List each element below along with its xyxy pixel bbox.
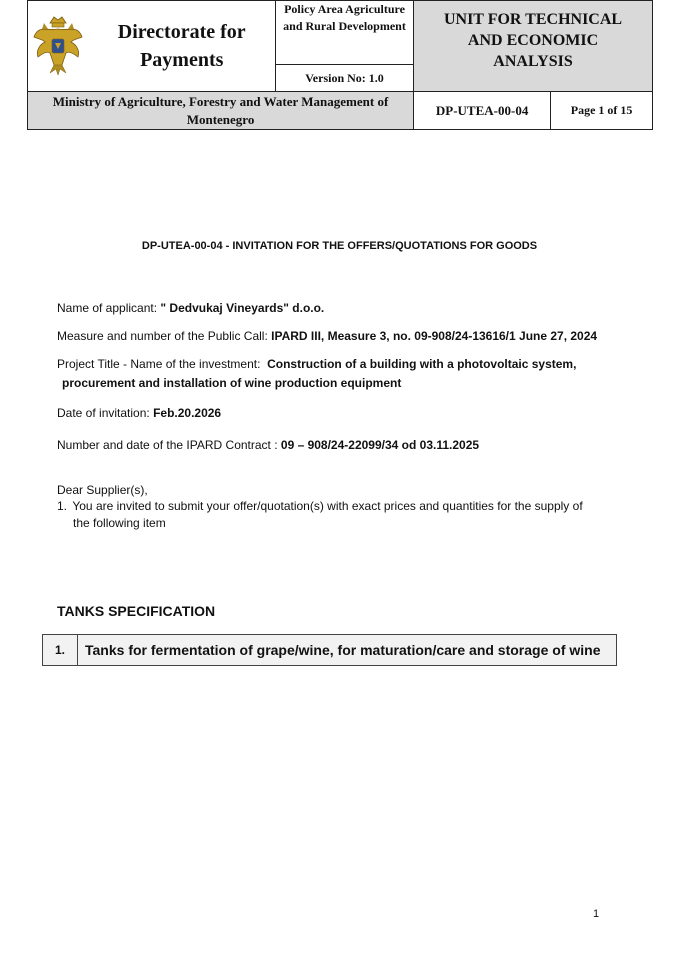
doc-code-text: DP-UTEA-00-04	[435, 102, 529, 118]
specification-row	[42, 634, 617, 666]
unit-cell	[414, 1, 653, 92]
version-text: Version No: 1.0	[305, 70, 384, 85]
version-cell	[275, 65, 413, 92]
project-value-1: Construction of a building with a photovoltaic system,	[267, 357, 577, 371]
date-value: Feb.20.2026	[153, 406, 222, 420]
applicant-line	[57, 299, 637, 317]
project-line	[57, 355, 637, 373]
invitation-item-number: 1.	[57, 499, 68, 513]
contract-label: Number and date of the IPARD Contract :	[57, 438, 281, 452]
project-line-2	[62, 374, 642, 392]
project-label: Project Title - Name of the investment:	[57, 357, 268, 371]
measure-label: Measure and number of the Public Call:	[57, 329, 272, 343]
specification-row-text: Tanks for fermentation of grape/wine, for maturation/care and storage of wine	[85, 642, 601, 658]
ministry-cell	[28, 92, 414, 130]
specification-row-number: 1.	[43, 635, 78, 665]
policy-area-cell	[275, 1, 413, 65]
applicant-value: " Dedvukaj Vineyards" d.o.o.	[160, 301, 325, 315]
project-value-2: procurement and installation of wine production equipment	[62, 376, 402, 390]
document-header-table	[27, 0, 653, 130]
doc-code-cell	[414, 92, 551, 130]
greeting-line: Dear Supplier(s),	[57, 483, 148, 497]
measure-value: IPARD III, Measure 3, no. 09-908/24-13616/1 June 27, 2024	[271, 329, 598, 343]
page-info-text: Page 1 of 15	[570, 103, 633, 117]
coat-of-arms-cell	[28, 1, 89, 92]
invitation-item	[57, 497, 637, 515]
date-line	[57, 404, 637, 422]
invitation-item-text: You are invited to submit your offer/quotation(s) with exact prices and quantities for the supply of	[72, 499, 583, 513]
page-info-cell	[551, 92, 653, 130]
coat-of-arms-icon	[28, 9, 88, 89]
ministry-text: Ministry of Agriculture, Forestry and Water Management of Montenegro	[52, 93, 389, 127]
applicant-label: Name of applicant:	[57, 301, 161, 315]
invitation-item-line-2: the following item	[73, 516, 166, 530]
page-number: 1	[593, 908, 600, 920]
directorate-cell	[88, 1, 275, 92]
specification-title: TANKS SPECIFICATION	[57, 603, 216, 619]
document-title: DP-UTEA-00-04 - INVITATION FOR THE OFFERS/QUOTATIONS FOR GOODS	[141, 240, 538, 252]
policy-area-text: Policy Area Agriculture and Rural Development	[283, 2, 406, 33]
contract-line	[57, 436, 637, 454]
date-label: Date of invitation:	[57, 406, 154, 420]
measure-line	[57, 327, 637, 345]
unit-title: UNIT FOR TECHNICAL AND ECONOMIC ANALYSIS	[443, 11, 623, 70]
directorate-title: Directorate for Payments	[117, 21, 246, 71]
contract-value: 09 – 908/24-22099/34 od 03.11.2025	[280, 438, 480, 452]
